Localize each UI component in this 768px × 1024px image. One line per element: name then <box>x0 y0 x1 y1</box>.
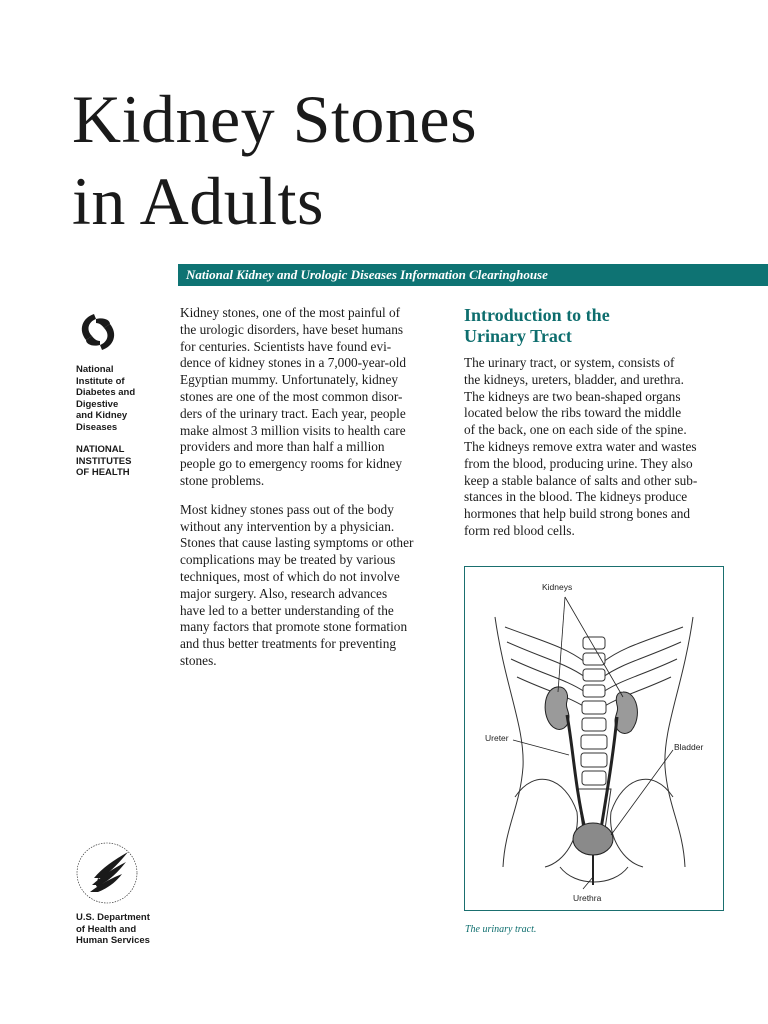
niddk-logo-icon <box>74 308 122 356</box>
clearinghouse-banner: National Kidney and Urologic Diseases Information Clearinghouse <box>178 264 768 286</box>
title-line-2: in Adults <box>72 163 324 239</box>
page-title <box>72 78 477 242</box>
nih-name: NATIONAL INSTITUTES OF HEALTH <box>76 444 132 478</box>
ureter-label: Ureter <box>485 733 509 743</box>
urinary-tract-figure <box>464 566 724 911</box>
intro-paragraph-2: Most kidney stones pass out of the body without any intervention by a physician. Stones that cause lasting symptoms or other complications may be treated by various techniques, most of which do not involve major surgery. Also, research advances have led to a better understanding of the many factors that promote stone formation and thus better treatments for preventing stones. <box>180 501 414 668</box>
section-body: The urinary tract, or system, consists of the kidneys, ureters, bladder, and urethra. The kidneys are two bean-shaped organs located below the ribs toward the middle of the back, one on each side of the spine. The kidneys remove extra water and wastes from the blood, producing urine. They also keep a stable balance of salts and other sub- stances in the blood. The kidneys produce hormones that help build strong bones and form red blood cells. <box>464 355 698 538</box>
title-line-1: Kidney Stones <box>72 81 478 157</box>
bladder-label: Bladder <box>674 742 704 752</box>
hhs-eagle-logo-icon <box>72 838 142 908</box>
kidneys-label: Kidneys <box>542 582 573 592</box>
niddk-name: National Institute of Diabetes and Digestive and Kidney Diseases <box>76 364 136 433</box>
urethra-label: Urethra <box>573 893 602 903</box>
intro-column <box>180 305 432 682</box>
urinary-tract-section <box>464 305 744 540</box>
hhs-name: U.S. Department of Health and Human Services <box>76 912 150 946</box>
section-heading: Introduction to the Urinary Tract <box>464 305 610 346</box>
figure-caption: The urinary tract. <box>465 924 537 935</box>
intro-paragraph-1: Kidney stones, one of the most painful of the urologic disorders, have beset humans for centuries. Scientists have found evi- dence of kidney stones in a 7,000-year-old Egyptian mummy. Unfortunately, kidney stones are one of the most common disor- ders of the urinary tract. Each year, people make almost 3 million visits to health care providers and more than half a million people go to emergency rooms for kidney stone problems. <box>180 305 407 488</box>
